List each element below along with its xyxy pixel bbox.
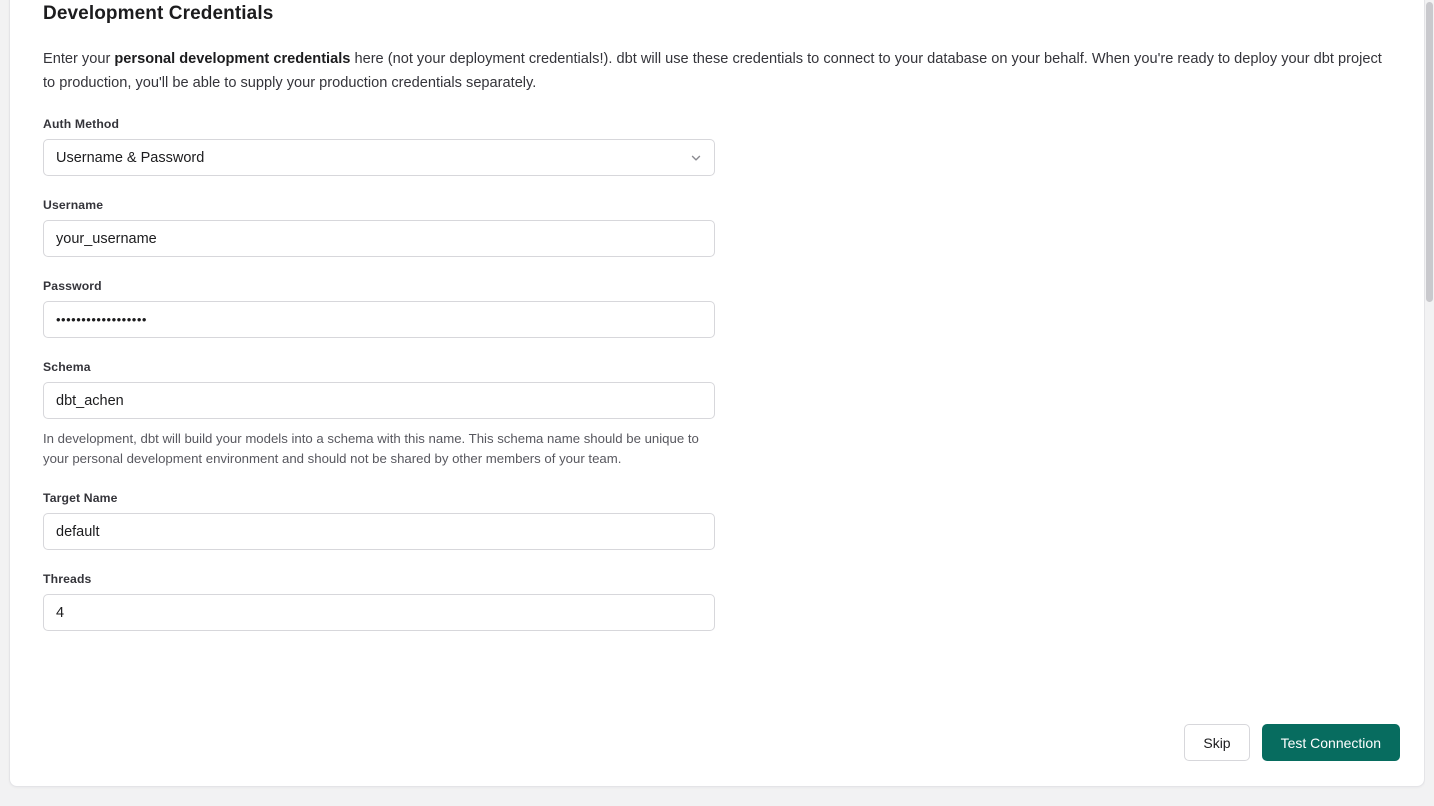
threads-input[interactable]: 4 (56, 604, 65, 621)
skip-button[interactable]: Skip (1184, 724, 1249, 761)
test-connection-button[interactable]: Test Connection (1262, 724, 1400, 761)
auth-method-label: Auth Method (43, 117, 120, 131)
schema-input-wrap[interactable] (43, 382, 715, 419)
chevron-down-icon (689, 151, 703, 165)
field-auth-method (43, 117, 1400, 176)
username-input[interactable]: your_username (56, 230, 157, 247)
intro-text (43, 47, 1383, 95)
field-username (43, 198, 1400, 257)
schema-input[interactable]: dbt_achen (56, 392, 124, 409)
auth-method-value: Username & Password (56, 149, 205, 166)
intro-prefix: Enter your (43, 51, 115, 67)
threads-input-wrap[interactable] (43, 594, 715, 631)
form-actions (1184, 724, 1400, 761)
auth-method-select[interactable] (43, 139, 715, 176)
target-name-input-wrap[interactable] (43, 513, 715, 550)
target-name-label: Target Name (43, 491, 118, 505)
credentials-card (9, 0, 1425, 787)
field-threads (43, 572, 1400, 631)
page-title: Development Credentials (43, 3, 274, 24)
page-scrollbar[interactable] (1425, 0, 1434, 806)
field-target-name (43, 491, 1400, 550)
target-name-input[interactable]: default (56, 523, 100, 540)
card-content (43, 1, 1400, 631)
scrollbar-thumb[interactable] (1426, 2, 1433, 302)
intro-bold: personal development credentials (114, 51, 351, 67)
username-label: Username (43, 198, 104, 212)
threads-label: Threads (43, 572, 92, 586)
schema-helper-text: In development, dbt will build your models into a schema with this name. This schema name should be unique to your personal development environment and should not be shared by other members of your team. (43, 431, 699, 466)
password-input[interactable]: •••••••••••••••••• (56, 312, 147, 327)
schema-label: Schema (43, 360, 91, 374)
password-label: Password (43, 279, 102, 293)
field-password (43, 279, 1400, 338)
intro-suffix: here (not your deployment credentials!). dbt will use these credentials to connect to your database on your behalf. When you're ready to deploy your dbt project to production, you'll be able to supply your production credentials separately. (43, 51, 1382, 91)
password-input-wrap[interactable] (43, 301, 715, 338)
field-schema (43, 360, 1400, 469)
username-input-wrap[interactable] (43, 220, 715, 257)
